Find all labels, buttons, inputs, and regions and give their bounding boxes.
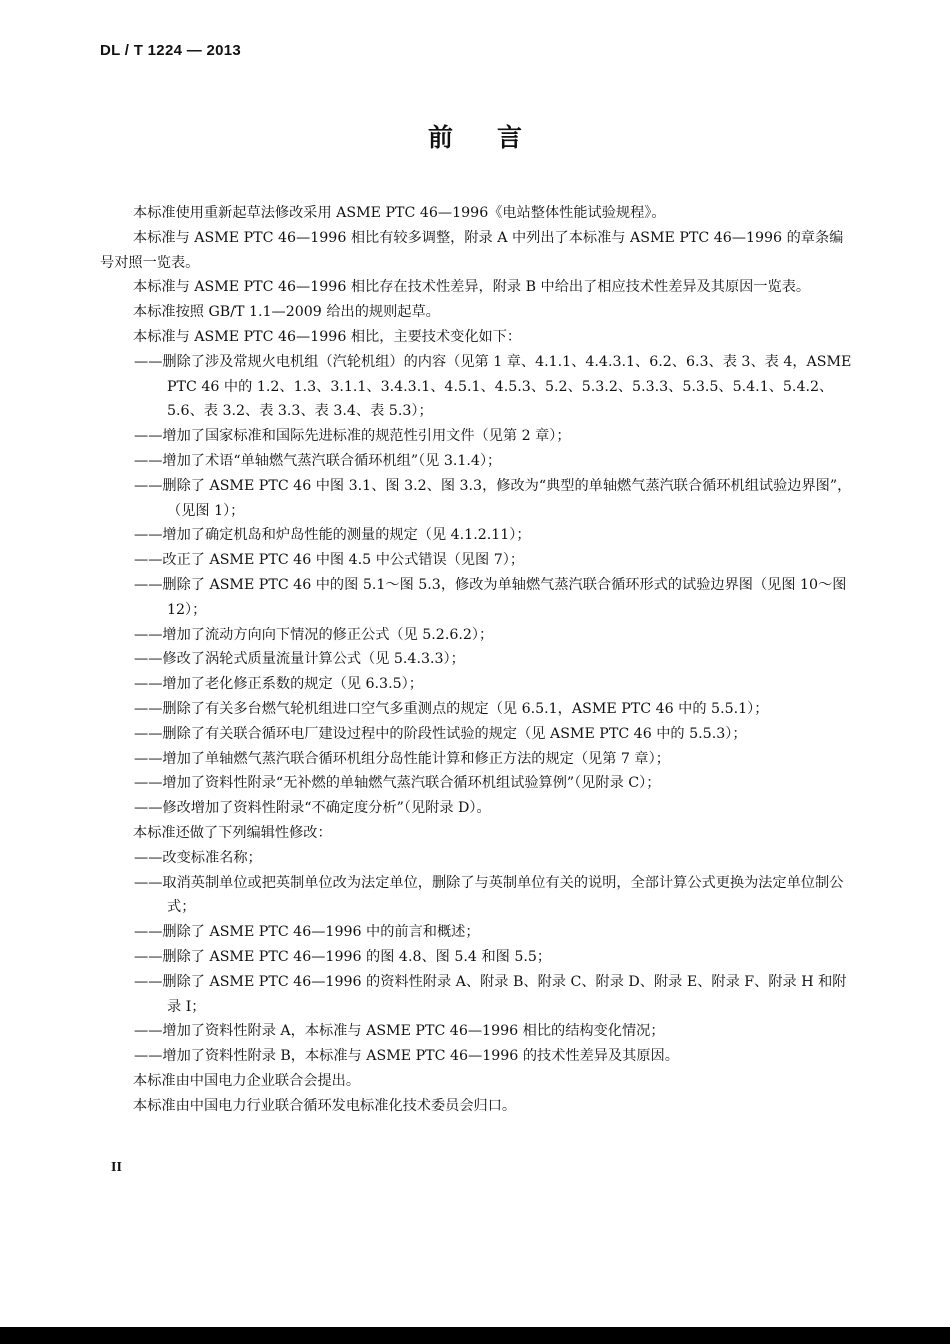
list-item: ——删除了 ASME PTC 46 中图 3.1、图 3.2、图 3.3，修改为“典型的单轴燃气蒸汽联合循环机组试验边界图”，（见图 1）； bbox=[134, 477, 852, 519]
document-code: DL / T 1224 — 2013 bbox=[100, 42, 242, 59]
paragraph: 本标准与 ASME PTC 46—1996 相比存在技术性差异，附录 B 中给出了相应技术性差异及其原因一览表。 bbox=[133, 279, 811, 296]
list-item: ——删除了 ASME PTC 46—1996 的图 4.8、图 5.4 和图 5.5； bbox=[134, 948, 552, 965]
paragraph: 本标准与 ASME PTC 46—1996 相比有较多调整，附录 A 中列出了本标准与 ASME PTC 46—1996 的章条编号对照一览表。 bbox=[100, 229, 844, 271]
list-item: ——增加了术语“单轴燃气蒸汽联合循环机组”（见 3.1.4）； bbox=[134, 452, 502, 469]
bottom-bar bbox=[0, 1327, 950, 1344]
paragraph: 本标准由中国电力行业联合循环发电标准化技术委员会归口。 bbox=[133, 1097, 517, 1114]
list-item: ——删除了 ASME PTC 46—1996 中的前言和概述； bbox=[134, 924, 480, 941]
list-item: ——增加了流动方向向下情况的修正公式（见 5.2.6.2）； bbox=[134, 626, 494, 643]
list-item: ——删除了有关联合循环电厂建设过程中的阶段性试验的规定（见 ASME PTC 46 中的 5.5.3）； bbox=[134, 725, 747, 742]
page-title: 前言 bbox=[427, 123, 566, 152]
paragraph: 本标准还做了下列编辑性修改： bbox=[133, 824, 332, 841]
list-item: ——删除了 ASME PTC 46 中的图 5.1～图 5.3，修改为单轴燃气蒸汽联合循环形式的试验边界图（见图 10～图 12）； bbox=[134, 576, 847, 618]
list-item: ——增加了资料性附录“无补燃的单轴燃气蒸汽联合循环机组试验算例”（见附录 C）； bbox=[134, 775, 661, 792]
list-item: ——删除了涉及常规火电机组（汽轮机组）的内容（见第 1 章、4.1.1、4.4.3.1、6.2、6.3、表 3、表 4，ASME PTC 46 中的 1.2、1.3、3.1.1、3.4.3.1、4.5.1、4.5.3、5.2、5.3.2、5.3.3、5.3.5、5.4.1、5.4.2、5.6、表 3.2、表 3.3、表 3.4、表 5.3）； bbox=[134, 353, 852, 420]
list-item: ——增加了老化修正系数的规定（见 6.3.5）； bbox=[134, 676, 423, 693]
list-item: ——改正了 ASME PTC 46 中图 4.5 中公式错误（见图 7）； bbox=[134, 552, 525, 569]
foreword-body bbox=[100, 201, 852, 1118]
list-item: ——修改增加了资料性附录“不确定度分析”（见附录 D）。 bbox=[134, 800, 491, 817]
list-item: ——增加了确定机岛和炉岛性能的测量的规定（见 4.1.2.11）； bbox=[134, 527, 531, 544]
list-item: ——增加了资料性附录 B，本标准与 ASME PTC 46—1996 的技术性差异及其原因。 bbox=[134, 1048, 679, 1065]
list-item: ——删除了 ASME PTC 46—1996 的资料性附录 A、附录 B、附录 C、附录 D、附录 E、附录 F、附录 H 和附录 I； bbox=[134, 973, 847, 1015]
list-item: ——删除了有关多台燃气轮机组进口空气多重测点的规定（见 6.5.1，ASME PTC 46 中的 5.5.1）； bbox=[134, 700, 769, 717]
paragraph: 本标准由中国电力企业联合会提出。 bbox=[133, 1072, 361, 1089]
list-item: ——增加了国家标准和国际先进标准的规范性引用文件（见第 2 章）； bbox=[134, 428, 571, 445]
list-item: ——修改了涡轮式质量流量计算公式（见 5.4.3.3）； bbox=[134, 651, 465, 668]
page-number: II bbox=[111, 1160, 122, 1175]
list-item: ——改变标准名称； bbox=[134, 849, 262, 866]
paragraph: 本标准使用重新起草法修改采用 ASME PTC 46—1996《电站整体性能试验规程》。 bbox=[133, 205, 666, 221]
list-item: ——增加了资料性附录 A，本标准与 ASME PTC 46—1996 相比的结构变化情况； bbox=[134, 1023, 665, 1040]
paragraph: 本标准与 ASME PTC 46—1996 相比，主要技术变化如下： bbox=[133, 328, 522, 345]
list-item: ——取消英制单位或把英制单位改为法定单位，删除了与英制单位有关的说明，全部计算公式更换为法定单位制公式； bbox=[134, 874, 844, 916]
list-item: ——增加了单轴燃气蒸汽联合循环机组分岛性能计算和修正方法的规定（见第 7 章）； bbox=[134, 750, 670, 767]
paragraph: 本标准按照 GB/T 1.1—2009 给出的规则起草。 bbox=[133, 304, 440, 321]
